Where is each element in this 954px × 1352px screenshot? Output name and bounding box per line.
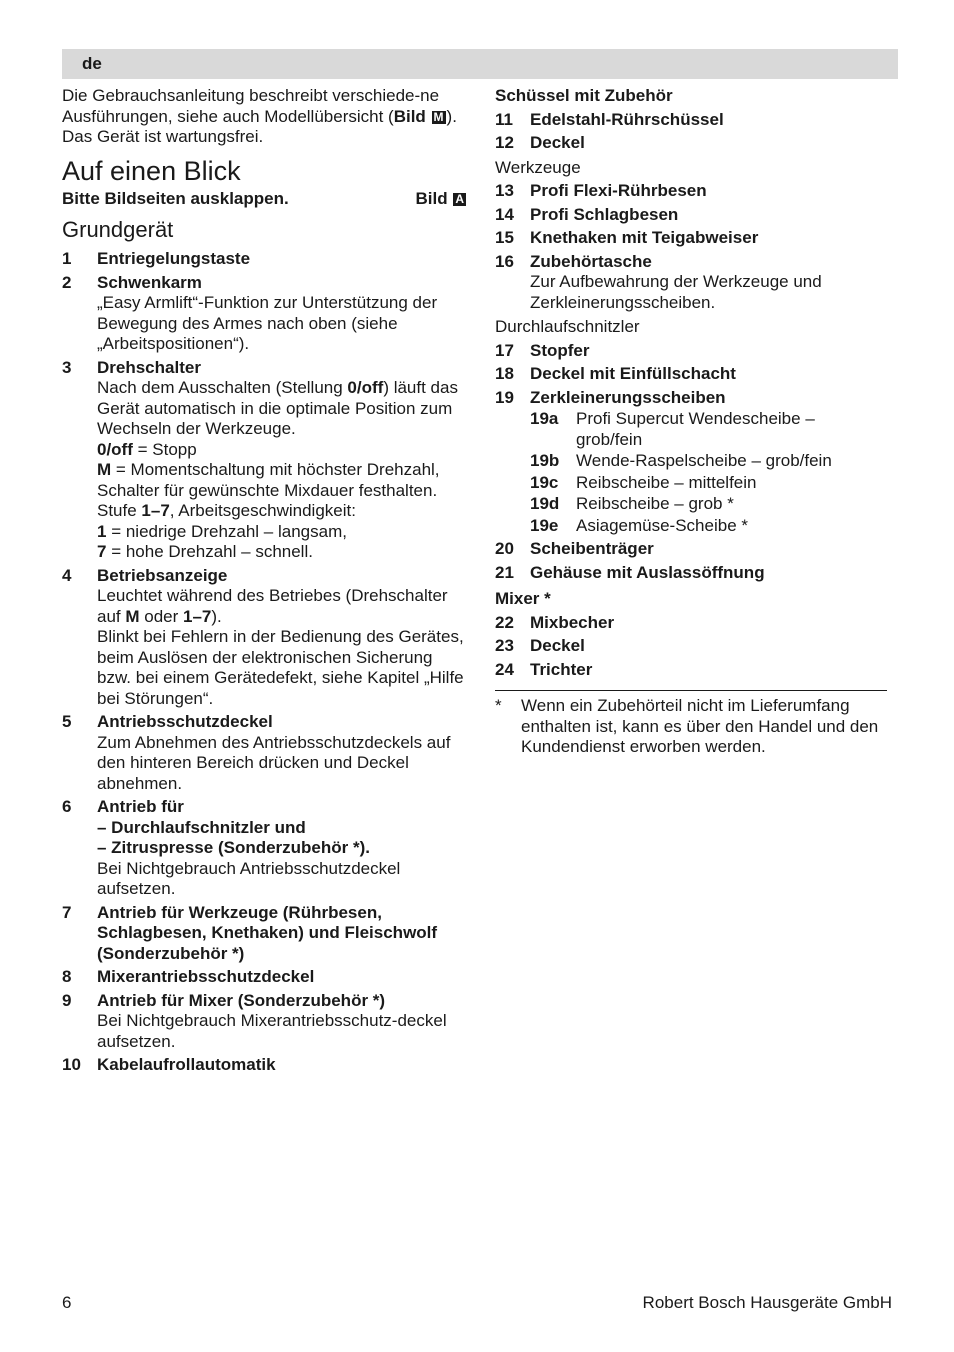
figure-a-badge: A (455, 191, 464, 206)
list-item: 11 Edelstahl-Rührschüssel (495, 109, 724, 129)
intro-paragraph: Die Gebrauchsanleitung beschreibt verschiede-ne Ausführungen, siehe auch Modellübersicht (Bild M ). Das Gerät ist wartungsfrei. (62, 86, 457, 146)
fold-out-instruction: Bitte Bildseiten ausklappen. Bild A (62, 189, 467, 210)
language-header-bar (62, 49, 898, 79)
figure-m-badge: M (433, 109, 444, 124)
section-heading-slicer: Durchlaufschnitzler (495, 317, 640, 336)
page-number: 6 (62, 1293, 72, 1312)
list-item: 20 Scheibenträger (495, 539, 654, 558)
list-item: 10 Kabelaufrollautomatik (62, 1055, 276, 1074)
section-heading-tools: Werkzeuge (495, 157, 581, 177)
sub-list-item: 19d Reibscheibe – grob * (530, 494, 734, 513)
list-item: 15 Knethaken mit Teigabweiser (495, 228, 759, 247)
list-item: 3 Drehschalter Nach dem Ausschalten (Stellung 0/off) läuft das Gerät automatisch in die optimale Position zum Wechseln der Werkzeuge. 0/off = Stopp M = Momentschaltung mit höchster Drehzahl, Schalter für gewünschte Mixdauer festhalten. Stufe 1–7, Arbeitsgeschwindigkeit: 1 = niedrige Drehzahl – langsam, 7 = hohe Drehzahl – schnell. (62, 357, 458, 561)
figure-reference: Bild A (415, 188, 464, 208)
list-item: 16 Zubehörtasche Zur Aufbewahrung der Werkzeuge und Zerkleinerungsscheiben. (495, 251, 822, 312)
right-column (495, 86, 890, 758)
list-item: 24 Trichter (495, 659, 593, 679)
list-item: 9 Antrieb für Mixer (Sonderzubehör *) Bei Nichtgebrauch Mixerantriebsschutz-deckel aufsetzen. (62, 990, 447, 1051)
list-item: 13 Profi Flexi-Rührbesen (495, 181, 707, 200)
section-heading-mixer: Mixer * (495, 589, 551, 608)
company-name: Robert Bosch Hausgeräte GmbH (642, 1293, 892, 1312)
section-heading-bowl: Schüssel mit Zubehör (495, 86, 673, 105)
sub-list-item: 19c Reibscheibe – mittelfein (530, 472, 757, 492)
list-item: 17 Stopfer (495, 340, 590, 360)
list-item: 22 Mixbecher (495, 612, 615, 632)
section-heading-base-unit: Grundgerät (62, 217, 174, 242)
list-item: 18 Deckel mit Einfüllschacht (495, 364, 736, 383)
list-item: 6 Antrieb für – Durchlaufschnitzler und – Zitruspresse (Sonderzubehör *). Bei Nichtgebrauch Antriebsschutzdeckel aufsetzen. (62, 797, 401, 898)
sub-list-item: 19a Profi Supercut Wendescheibe – grob/fein (530, 409, 815, 449)
list-item: 12 Deckel (495, 133, 585, 152)
list-item: 23 Deckel (495, 636, 585, 655)
left-column (62, 86, 467, 1076)
list-item: 1 Entriegelungstaste (62, 249, 251, 268)
list-item: 2 Schwenkarm „Easy Armlift“-Funktion zur Unterstützung der Bewegung des Armes nach oben (siehe „Arbeitspositionen“). (62, 272, 438, 353)
language-code: de (82, 54, 102, 73)
sub-list-item: 19b Wende-Raspelscheibe – grob/fein (530, 451, 832, 470)
list-item: 14 Profi Schlagbesen (495, 204, 679, 224)
page-title: Auf einen Blick (62, 155, 241, 186)
list-item: 8 Mixerantriebsschutzdeckel (62, 967, 315, 986)
sub-list-item: 19e Asiagemüse-Scheibe * (530, 515, 748, 535)
footnote: * Wenn ein Zubehörteil nicht im Lieferumfang enthalten ist, kann es über den Handel und den Kundendienst erworben werden. (495, 696, 879, 756)
list-item: 5 Antriebsschutzdeckel Zum Abnehmen des Antriebsschutzdeckels auf den hinteren Bereich drücken und Deckel abnehmen. (62, 712, 451, 793)
list-item: 21 Gehäuse mit Auslassöffnung (495, 562, 765, 582)
footnote-divider (495, 690, 887, 691)
list-item: 19 Zerkleinerungsscheiben (495, 387, 726, 407)
list-item: 4 Betriebsanzeige Leuchtet während des Betriebes (Drehschalter auf M oder 1–7). Blinkt bei Fehlern in der Bedienung des Gerätes, beim Auslösen der elektronischen Sicherung bzw. bei einem Gerätedefekt, siehe Kapitel „Hilfe bei Störungen“. (62, 565, 464, 708)
list-item: 7 Antrieb für Werkzeuge (Rührbesen, Schlagbesen, Knethaken) und Fleischwolf (Sonderzubehör *) (62, 902, 438, 963)
